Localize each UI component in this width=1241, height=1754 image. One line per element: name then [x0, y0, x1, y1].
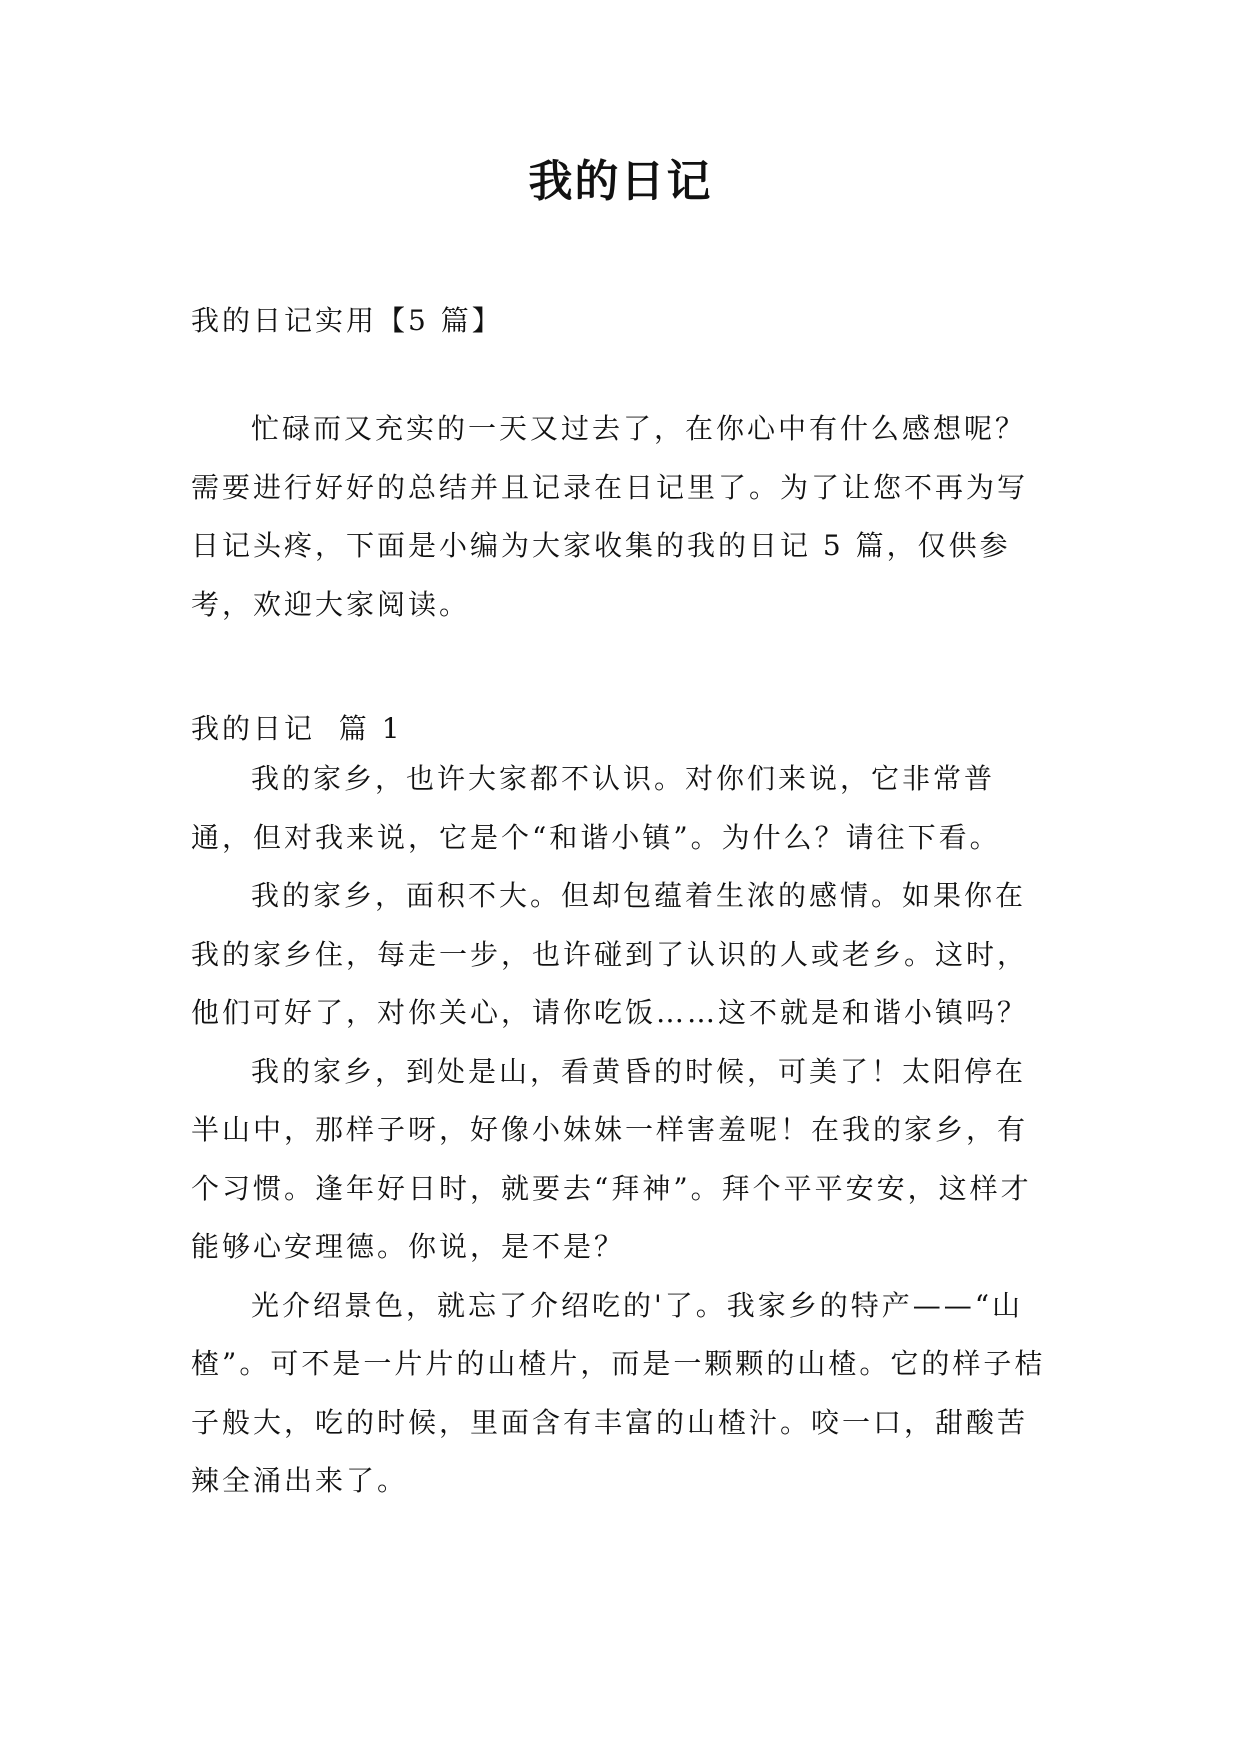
- body-paragraph: 我的家乡，也许大家都不认识。对你们来说，它非常普通，但对我来说，它是个“和谐小镇”。为什么？请往下看。: [191, 762, 1001, 854]
- document-title: 我的日记: [528, 156, 713, 207]
- section-body: [191, 750, 1056, 1511]
- body-paragraph: 我的家乡，面积不大。但却包蕴着生浓的感情。如果你在我的家乡住，每走一步，也许碰到了认识的人或老乡。这时，他们可好了，对你关心，请你吃饭……这不就是和谐小镇吗？: [191, 879, 1029, 1029]
- section-heading: 我的日记 篇 1: [191, 712, 403, 745]
- body-paragraph: 我的家乡，到处是山，看黄昏的时候，可美了！太阳停在半山中，那样子呀，好像小妹妹一样害羞呢！在我的家乡，有个习惯。逢年好日时，就要去“拜神”。拜个平平安安，这样才能够心安理德。你说，是不是？: [191, 1054, 1032, 1263]
- body-paragraph: 光介绍景色，就忘了介绍吃的'了。我家乡的特产——“山楂”。可不是一片片的山楂片，而是一颗颗的山楂。它的样子桔子般大，吃的时候，里面含有丰富的山楂汁。咬一口，甜酸苦辣全涌出来了。: [191, 1288, 1046, 1497]
- intro-paragraph: 忙碌而又充实的一天又过去了，在你心中有什么感想呢？需要进行好好的总结并且记录在日记里了。为了让您不再为写日记头疼，下面是小编为大家收集的我的日记 5 篇，仅供参考，欢迎大家阅读。: [191, 412, 1029, 621]
- document-subtitle: 我的日记实用【5 篇】: [191, 304, 503, 337]
